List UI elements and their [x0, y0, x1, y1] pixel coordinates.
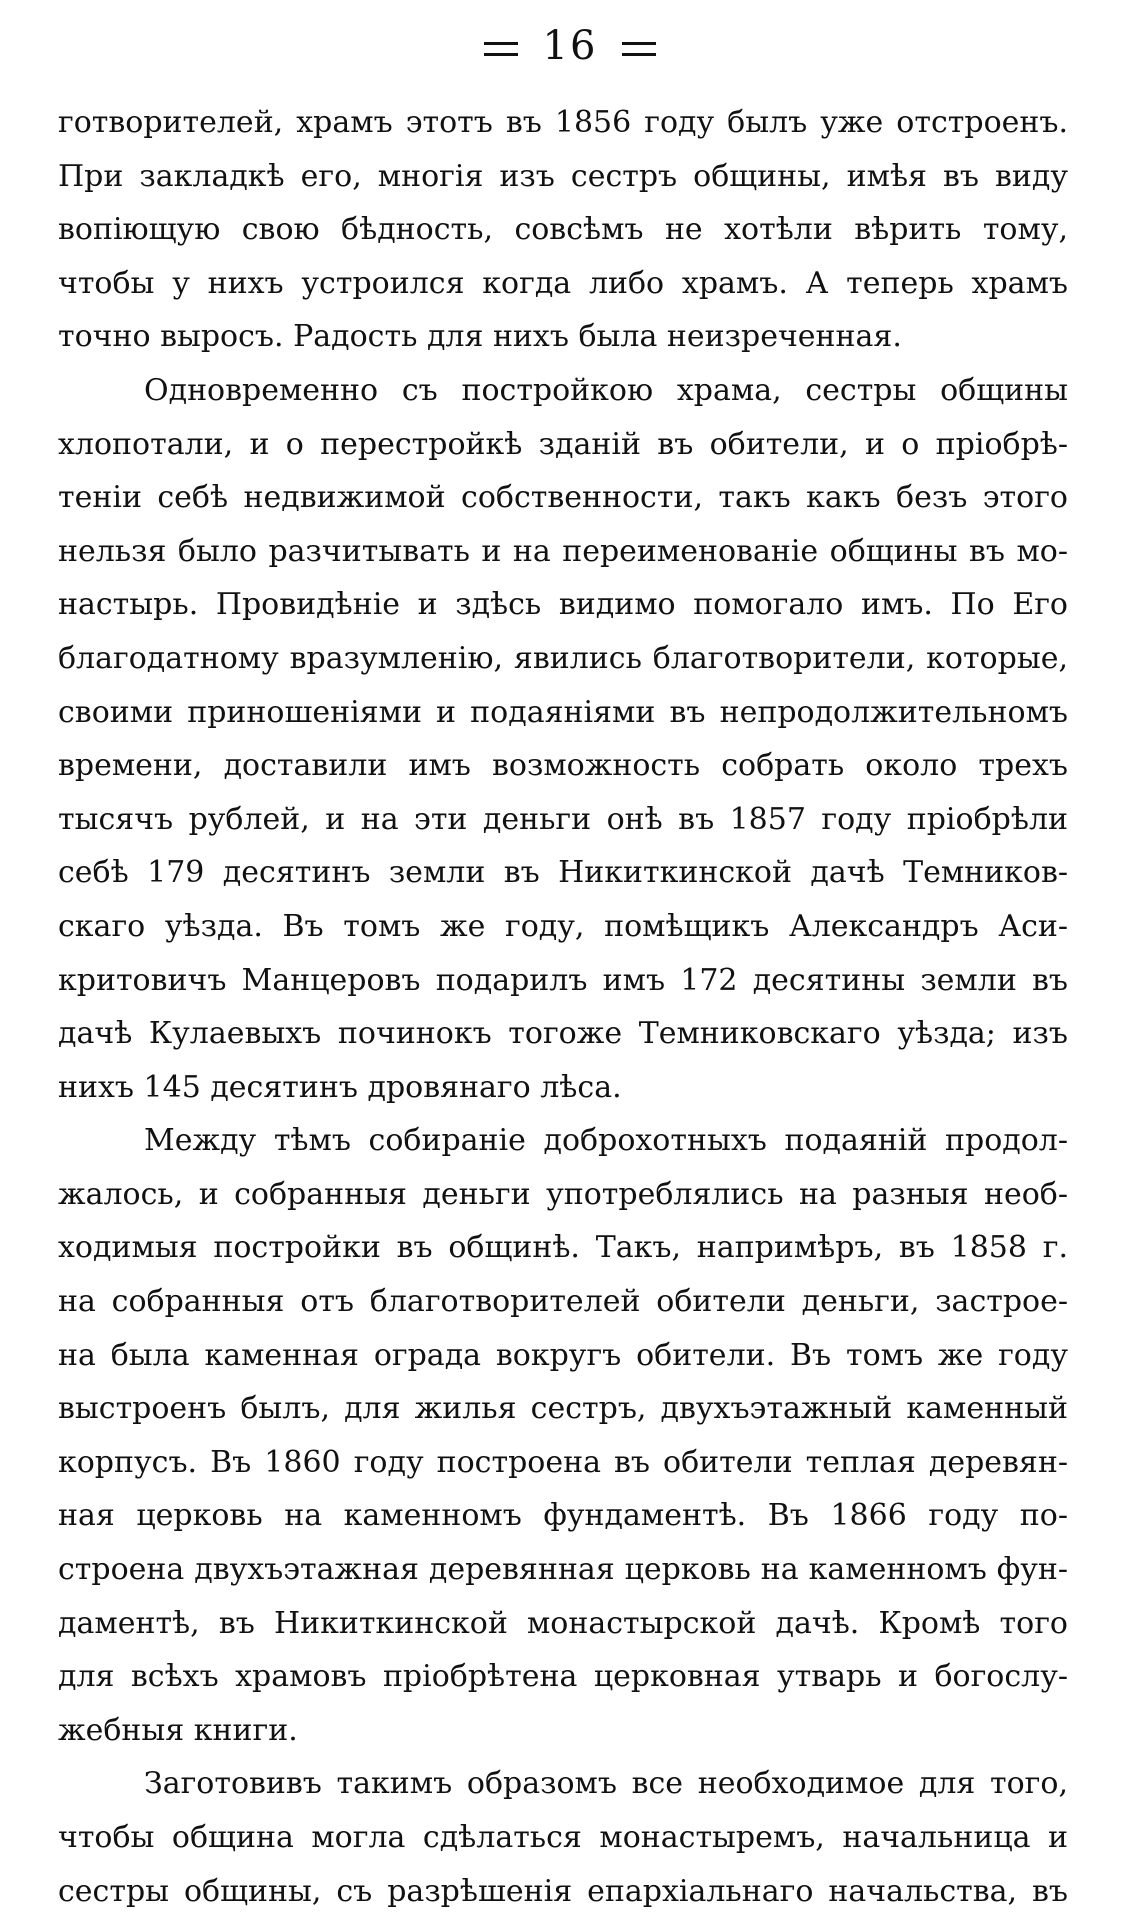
text-line: нихъ 145 десятинъ дровянаго лѣса. — [58, 1069, 622, 1105]
paragraph-start-line: Одновременно съ постройкою храма, сестры общины — [144, 372, 1068, 408]
text-line: своими приношеніями и подаяніями въ непродолжительномъ — [58, 694, 1068, 730]
text-line: теніи себѣ недвижимой собственности, такъ какъ безъ этого — [58, 480, 1068, 516]
page-number: 16 — [542, 23, 598, 69]
page-header — [0, 22, 1140, 70]
text-line: корпусъ. Въ 1860 году построена въ обители теплая деревян- — [58, 1444, 1068, 1480]
text-line: тысячъ рублей, и на эти деньги онѣ въ 1857 году пріобрѣли — [58, 801, 1068, 837]
text-line: на собранныя отъ благотворителей обители деньги, застрое- — [58, 1284, 1068, 1320]
text-line: сестры общины, съ разрѣшенія епархіальнаго начальства, въ — [58, 1873, 1068, 1909]
text-line: для всѣхъ храмовъ пріобрѣтена церковная утварь и богослу- — [58, 1659, 1068, 1695]
text-line: При закладкѣ его, многія изъ сестръ общины, имѣя въ виду — [58, 158, 1068, 194]
paragraph-start-line: Между тѣмъ собираніе доброхотныхъ подаяній продол- — [144, 1123, 1068, 1159]
text-line: жебныя книги. — [58, 1712, 298, 1748]
text-line: выстроенъ былъ, для жилья сестръ, двухъэтажный каменный — [58, 1391, 1068, 1427]
text-line: критовичъ Манцеровъ подарилъ имъ 172 десятины земли въ — [58, 962, 1068, 998]
text-line: ная церковь на каменномъ фундаментѣ. Въ 1866 году по- — [58, 1498, 1068, 1534]
text-line: настырь. Провидѣніе и здѣсь видимо помогало имъ. По Его — [58, 587, 1068, 623]
text-line: жалось, и собранныя деньги употреблялись на разныя необ- — [58, 1176, 1068, 1212]
text-line: на была каменная ограда вокругъ обители. Въ томъ же году — [58, 1337, 1068, 1373]
text-line: благодатному вразумленію, явились благотворители, которые, — [58, 640, 1068, 676]
text-line: чтобы у нихъ устроился когда либо храмъ. А теперь храмъ — [58, 265, 1068, 301]
text-line: себѣ 179 десятинъ земли въ Никиткинской дачѣ Темников- — [58, 855, 1068, 891]
text-line: чтобы община могла сдѣлаться монастыремъ, начальница и — [58, 1820, 1068, 1855]
right-double-dash — [622, 42, 656, 56]
text-line: ходимыя постройки въ общинѣ. Такъ, напримѣръ, въ 1858 г. — [58, 1230, 1068, 1266]
text-line: строена двухъэтажная деревянная церковь на каменномъ фун- — [58, 1552, 1068, 1588]
text-line: нельзя было разчитывать и на переименованіе общины въ мо- — [58, 533, 1068, 569]
left-double-dash — [484, 42, 518, 56]
body-text — [58, 96, 1068, 1918]
text-line: вопіющую свою бѣдность, совсѣмъ не хотѣли вѣрить тому, — [58, 212, 1068, 248]
text-line: времени, доставили имъ возможность собрать около трехъ — [58, 748, 1068, 784]
text-line: скаго уѣзда. Въ томъ же году, помѣщикъ Александръ Аси- — [58, 908, 1068, 944]
text-line: хлопотали, и о перестройкѣ зданій въ обители, и о пріобрѣ- — [58, 426, 1068, 462]
paragraph-start-line: Заготовивъ такимъ образомъ все необходимое для того, — [144, 1766, 1068, 1802]
text-line: готворителей, храмъ этотъ въ 1856 году былъ уже отстроенъ. — [58, 105, 1068, 140]
text-line: даментѣ, въ Никиткинской монастырской дачѣ. Кромѣ того — [58, 1605, 1068, 1641]
text-line: дачѣ Кулаевыхъ починокъ тогоже Темниковскаго уѣзда; изъ — [58, 1016, 1068, 1052]
text-line: точно выросъ. Радость для нихъ была неизреченная. — [58, 319, 902, 355]
